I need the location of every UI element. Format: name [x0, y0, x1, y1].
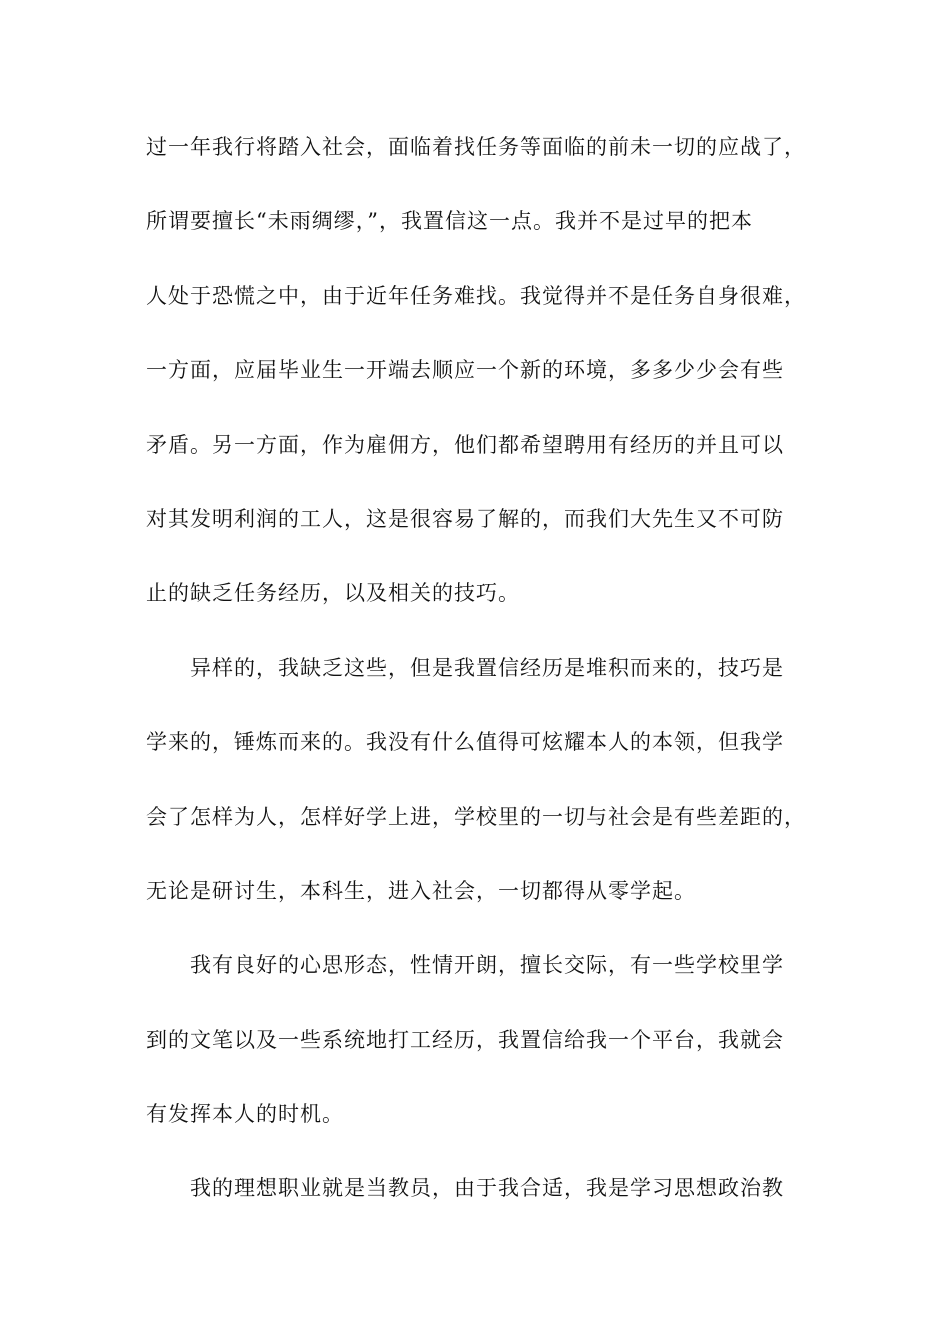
text-line: 会了怎样为人，怎样好学上进，学校里的一切与社会是有些差距的， — [146, 804, 806, 829]
text-line: 过一年我行将踏入社会，面临着找任务等面临的前未一切的应战了， — [146, 135, 806, 159]
text-line: 无论是研讨生，本科生，进入社会，一切都得从零学起。 — [146, 878, 696, 903]
paragraph-first-line: 我有良好的心思形态，性情开朗，擅长交际，有一些学校里学 — [190, 953, 784, 978]
body-text — [146, 129, 818, 1245]
text-line: 到的文笔以及一些系统地打工经历，我置信给我一个平台，我就会 — [146, 1027, 784, 1052]
paragraph-first-line: 我的理想职业就是当教员，由于我合适，我是学习思想政治教 — [190, 1176, 784, 1201]
text-line: 一方面，应届毕业生一开端去顺应一个新的环境，多多少少会有些 — [146, 358, 784, 383]
text-line: 止的缺乏任务经历，以及相关的技巧。 — [146, 581, 520, 606]
text-line: 矛盾。另一方面，作为雇佣方，他们都希望聘用有经历的并且可以 — [146, 432, 784, 457]
text-line: 所谓要擅长“未雨绸缪，”，我置信这一点。我并不是过早的把本 — [146, 209, 753, 234]
paragraph-first-line: 异样的，我缺乏这些，但是我置信经历是堆积而来的，技巧是 — [190, 655, 784, 680]
text-line: 学来的，锤炼而来的。我没有什么值得可炫耀本人的本领，但我学 — [146, 730, 784, 755]
text-line: 有发挥本人的时机。 — [146, 1102, 344, 1127]
text-line: 对其发明利润的工人，这是很容易了解的，而我们大先生又不可防 — [146, 506, 784, 531]
text-line: 人处于恐慌之中，由于近年任务难找。我觉得并不是任务自身很难， — [146, 283, 806, 308]
